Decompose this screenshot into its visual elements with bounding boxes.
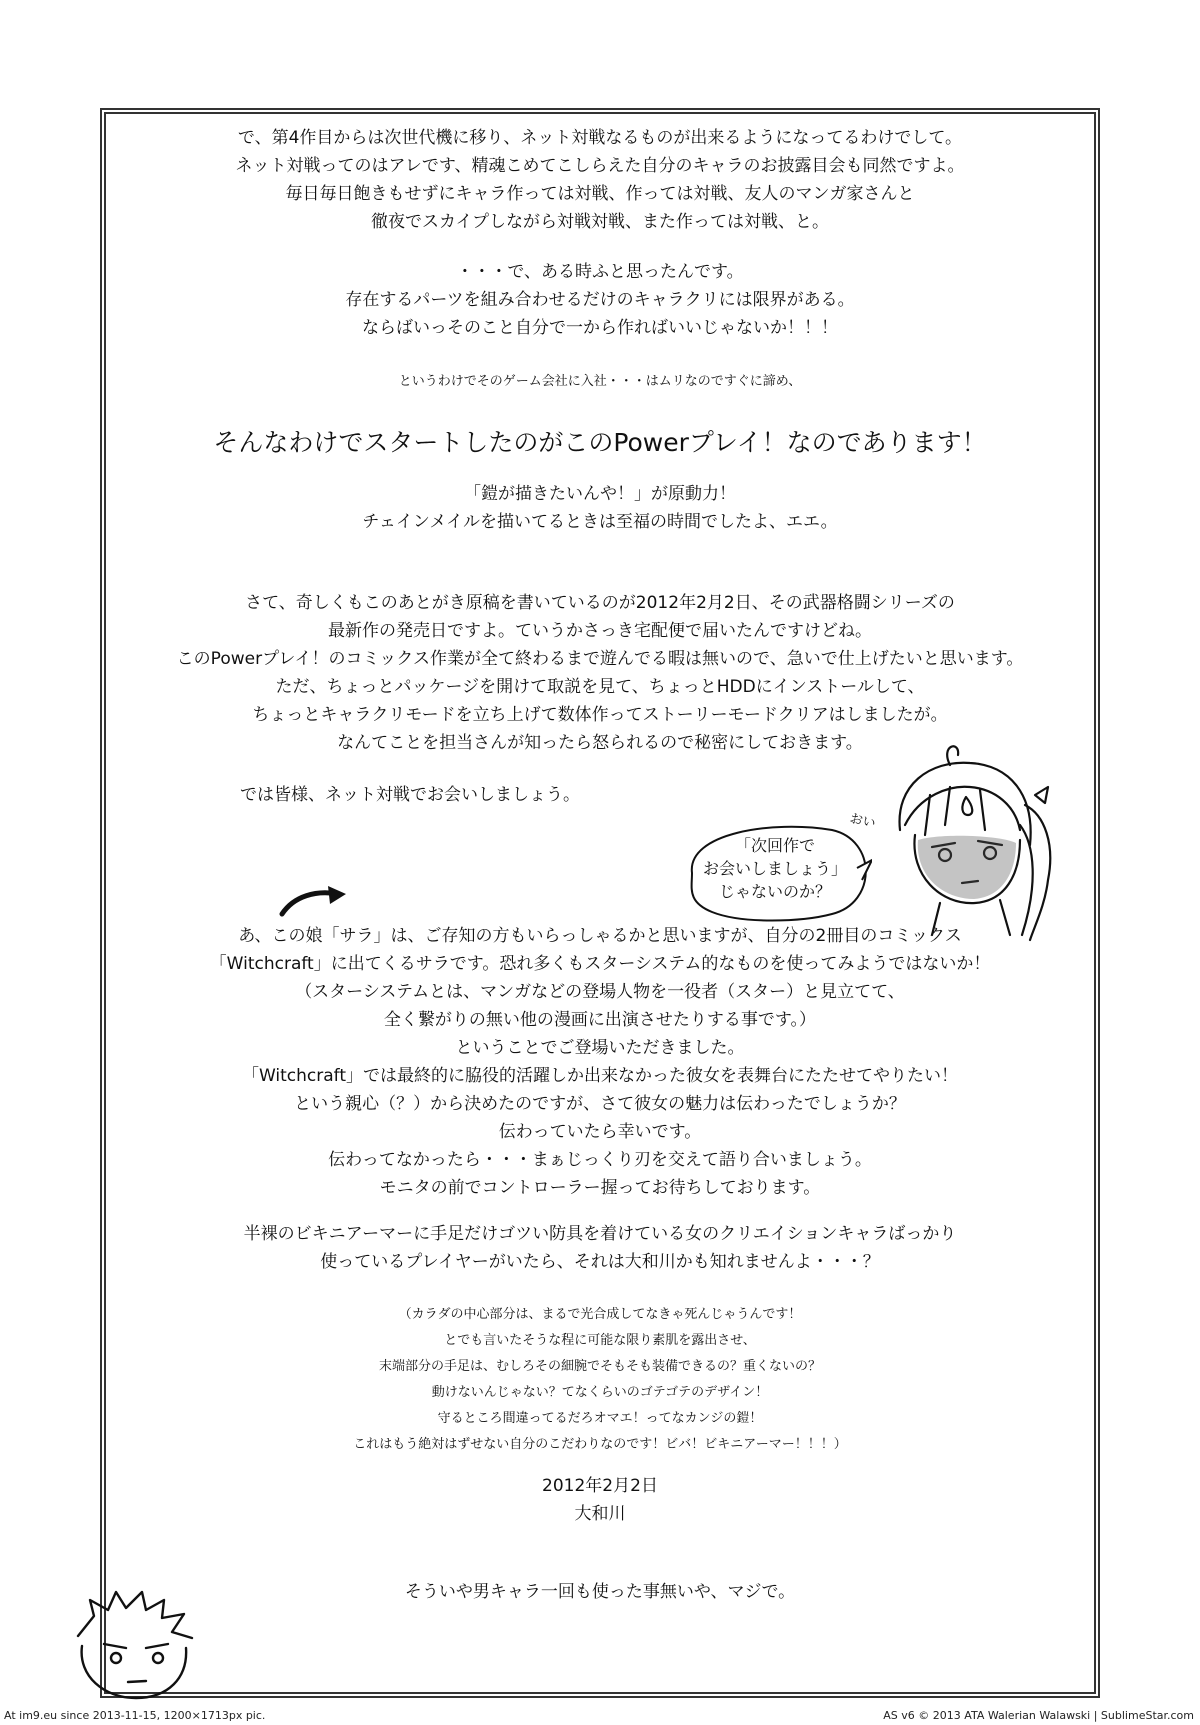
text-line: 末端部分の手足は、むしろその細腕でそもそも装備できるの？重くないの？ [378, 1359, 821, 1374]
text-line: ネット対戦ってのはアレです、精魂こめてこしらえた自分のキャラのお披露目会も同然ですよ。 [235, 156, 965, 176]
text-line: なんてことを担当さんが知ったら怒られるので秘密にしておきます。 [337, 733, 863, 753]
text-line: 守るところ間違ってるだろオマエ！ってなカンジの鎧！ [437, 1411, 763, 1426]
male-character-illustration [64, 1586, 204, 1704]
text-line: モニタの前でコントローラー握ってお待ちしております。 [379, 1178, 821, 1198]
paragraph-motive [110, 480, 1090, 536]
text-line: 徹夜でスカイプしながら対戦対戦、また作っては対戦、と。 [371, 212, 829, 232]
text-line: 存在するパーツを組み合わせるだけのキャラクリには限界がある。 [345, 290, 855, 310]
text-line: ならばいっそのこと自分で一から作ればいいじゃないか！！！ [362, 318, 838, 338]
text-line: ・・・で、ある時ふと思ったんです。 [456, 262, 744, 282]
text-line: 「Witchcraft」に出てくるサラです。恐れ多くもスターシステム的なものを使ってみようではないか！ [209, 954, 991, 974]
text-line: これはもう絶対はずせない自分のこだわりなのです！ビバ！ビキニアーマー！！！） [353, 1437, 847, 1452]
bubble-line: 「次回作で [734, 836, 815, 855]
text-line: 半裸のビキニアーマーに手足だけゴツい防具を着けている女のクリエイションキャラばっかり [243, 1224, 957, 1244]
author-line: 大和川 [574, 1504, 626, 1524]
footer-left-text: At im9.eu since 2013-11-15, 1200×1713px pic. [4, 1709, 266, 1722]
bubble-line: お会いしましょう」 [702, 859, 847, 878]
text-line: （カラダの中心部分は、まるで光合成してなきゃ死んじゃうんです！ [398, 1307, 802, 1322]
sfx-oi: おい [848, 811, 877, 832]
text-line: 伝わっていたら幸いです。 [498, 1122, 702, 1142]
date-line: 2012年2月2日 [542, 1476, 658, 1496]
arrow-icon [276, 884, 352, 920]
paragraph-thought [110, 258, 1090, 342]
aside-line: というわけでそのゲーム会社に入社・・・はムリなのですぐに諦め、 [398, 374, 802, 389]
text-line: で、第4作目からは次世代機に移り、ネット対戦なるものが出来るようになってるわけでして。 [237, 128, 963, 148]
text-line: ということでご登場いただきました。 [455, 1038, 745, 1058]
text-line: （スターシステムとは、マンガなどの登場人物を一役者（スター）と見立てて、 [295, 982, 905, 1002]
text-line: あ、この娘「サラ」は、ご存知の方もいらっしゃるかと思いますが、自分の2冊目のコミックス [238, 926, 962, 946]
text-line: 最新作の発売日ですよ。ていうかさっき宅配便で届いたんですけどね。 [328, 621, 872, 641]
footer-right-text: AS v6 © 2013 ATA Walerian Walawski | SublimeStar.com [883, 1709, 1194, 1722]
paragraph-release [110, 589, 1090, 757]
speech-bubble-text [690, 834, 860, 903]
paragraph-sara [110, 922, 1090, 1202]
text-line: という親心（？）から決めたのですが、さて彼女の魅力は伝わったでしょうか？ [294, 1094, 906, 1114]
sara-character-illustration [870, 735, 1070, 945]
text-line: このPowerプレイ！のコミックス作業が全て終わるまで遊んでる暇は無いので、急いで仕上げたいと思います。 [176, 649, 1024, 669]
footer-bar [0, 1706, 1200, 1725]
paragraph-bikini [110, 1220, 1090, 1276]
text-line: とでも言いたそうな程に可能な限り素肌を露出させ、 [444, 1333, 756, 1348]
text-line: 毎日毎日飽きもせずにキャラ作っては対戦、作っては対戦、友人のマンガ家さんと [285, 184, 915, 204]
text-line: ただ、ちょっとパッケージを開けて取説を見て、ちょっとHDDにインストールして、 [275, 677, 925, 697]
text-line: さて、奇しくもこのあとがき原稿を書いているのが2012年2月2日、その武器格闘シリーズの [245, 593, 955, 613]
text-line: 使っているプレイヤーがいたら、それは大和川かも知れませんよ・・・？ [320, 1252, 880, 1272]
postscript-line: そういや男キャラ一回も使った事無いや、マジで。 [404, 1582, 796, 1602]
text-line: チェインメイルを描いてるときは至福の時間でしたよ、エエ。 [362, 512, 838, 532]
text-line: 「鎧が描きたいんや！」が原動力！ [464, 484, 736, 504]
signature-block [110, 1472, 1090, 1528]
text-line: 動けないんじゃない？てなくらいのゴテゴテのデザイン！ [431, 1385, 769, 1400]
text-line: 「Witchcraft」では最終的に脇役的活躍しか出来なかった彼女を表舞台にたたせてやりたい！ [241, 1066, 959, 1086]
text-line: 全く繋がりの無い他の漫画に出演させたりする事です。） [383, 1010, 817, 1030]
headline: そんなわけでスタートしたのがこのPowerプレイ！なのであります！ [213, 428, 987, 457]
text-line: 伝わってなかったら・・・まぁじっくり刃を交えて語り合いましょう。 [328, 1150, 872, 1170]
bubble-line: じゃないのか？ [718, 882, 831, 901]
paragraph-bikini-note [110, 1302, 1090, 1458]
greeting-line: では皆様、ネット対戦でお会いしましょう。 [240, 785, 580, 805]
text-line: ちょっとキャラクリモードを立ち上げて数体作ってストーリーモードクリアはしましたが。 [252, 705, 948, 725]
paragraph-intro [110, 124, 1090, 236]
